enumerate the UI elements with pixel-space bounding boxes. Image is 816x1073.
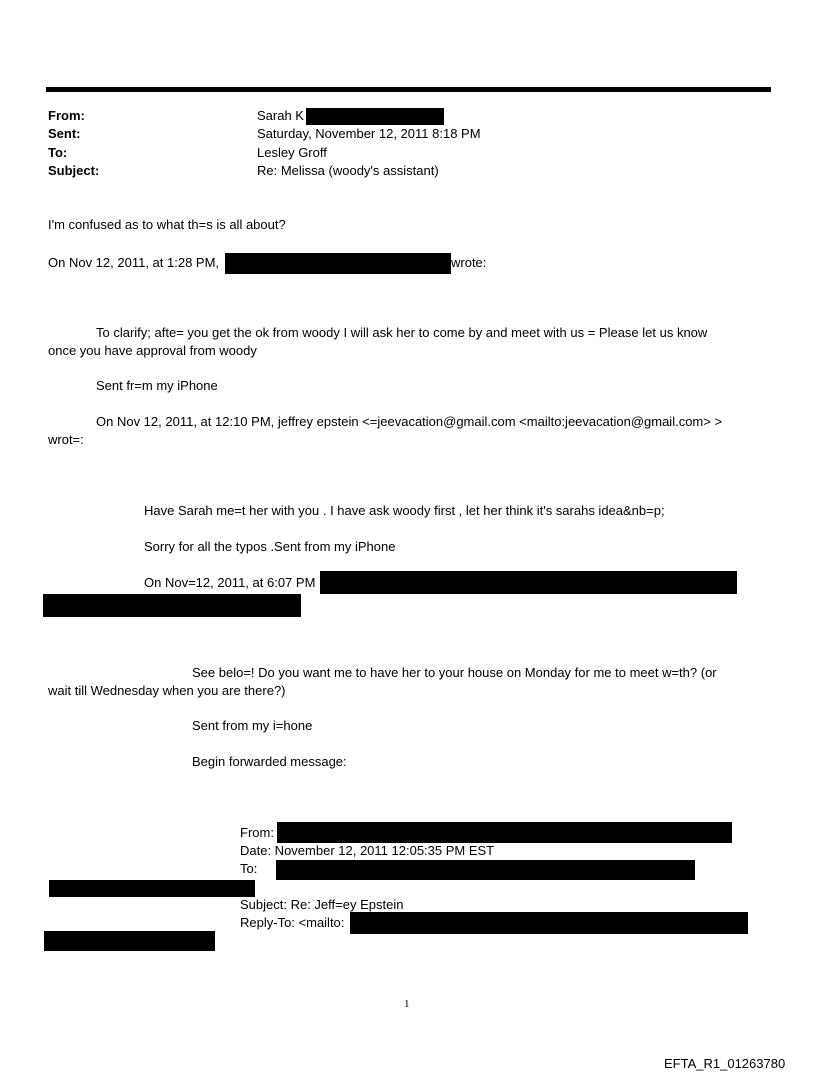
sent-value: Saturday, November 12, 2011 8:18 PM [257, 126, 481, 141]
to-value: Lesley Groff [257, 145, 327, 160]
from-value: Sarah K [257, 108, 304, 123]
quote-header-1210-line-2: wrot=: [48, 432, 84, 447]
redaction-block [277, 822, 732, 843]
redaction-block [44, 931, 215, 951]
clarify-paragraph-line-1: To clarify; afte= you get the ok from woody I will ask her to come by and meet with us = Please let us know [96, 325, 708, 340]
sent-from-iphone-2: Sent from my i=hone [192, 718, 313, 733]
have-sarah-line: Have Sarah me=t her with you . I have ask woody first , let her think it's sarahs idea&nb=p; [144, 503, 665, 518]
page-number: 1 [404, 998, 410, 1010]
forwarded-subject: Subject: Re: Jeff=ey Epstein [240, 897, 404, 912]
see-below-line-1: See belo=! Do you want me to have her to your house on Monday for me to meet w=th? (or [192, 665, 717, 680]
quote-header-wrote: wrote: [451, 255, 487, 270]
see-below-line-2: wait till Wednesday when you are there?) [48, 683, 286, 698]
sent-from-iphone-1: Sent fr=m my iPhone [96, 378, 218, 393]
from-label: From: [48, 108, 85, 123]
sent-label: Sent: [48, 126, 81, 141]
redaction-block [43, 594, 301, 617]
forwarded-to: To: [240, 861, 258, 876]
forwarded-reply-to: Reply-To: <mailto: [240, 915, 345, 930]
subject-value: Re: Melissa (woody's assistant) [257, 163, 439, 178]
redaction-block [320, 571, 737, 594]
body-line-1: I'm confused as to what th=s is all about? [48, 217, 286, 232]
quote-header-1210-line-1: On Nov 12, 2011, at 12:10 PM, jeffrey epstein <=jeevacation@gmail.com <mailto:jeevacation@gmail.com> > [96, 414, 723, 429]
sorry-typos-line: Sorry for all the typos .Sent from my iPhone [144, 539, 396, 554]
redaction-block [276, 860, 695, 880]
header-rule [46, 87, 771, 92]
quote-header-607: On Nov=12, 2011, at 6:07 PM [144, 575, 316, 590]
redaction-block [49, 880, 255, 897]
forwarded-from: From: [240, 825, 274, 840]
subject-label: Subject: [48, 163, 100, 178]
redaction-block [306, 108, 444, 125]
redaction-block [225, 253, 451, 274]
document-id-footer: EFTA_R1_01263780 [664, 1056, 786, 1071]
begin-forwarded-label: Begin forwarded message: [192, 754, 347, 769]
forwarded-date: Date: November 12, 2011 12:05:35 PM EST [240, 843, 495, 858]
redaction-block [350, 912, 748, 934]
clarify-paragraph-line-2: once you have approval from woody [48, 343, 257, 358]
to-label: To: [48, 145, 68, 160]
quote-header-1328: On Nov 12, 2011, at 1:28 PM, [48, 255, 220, 270]
